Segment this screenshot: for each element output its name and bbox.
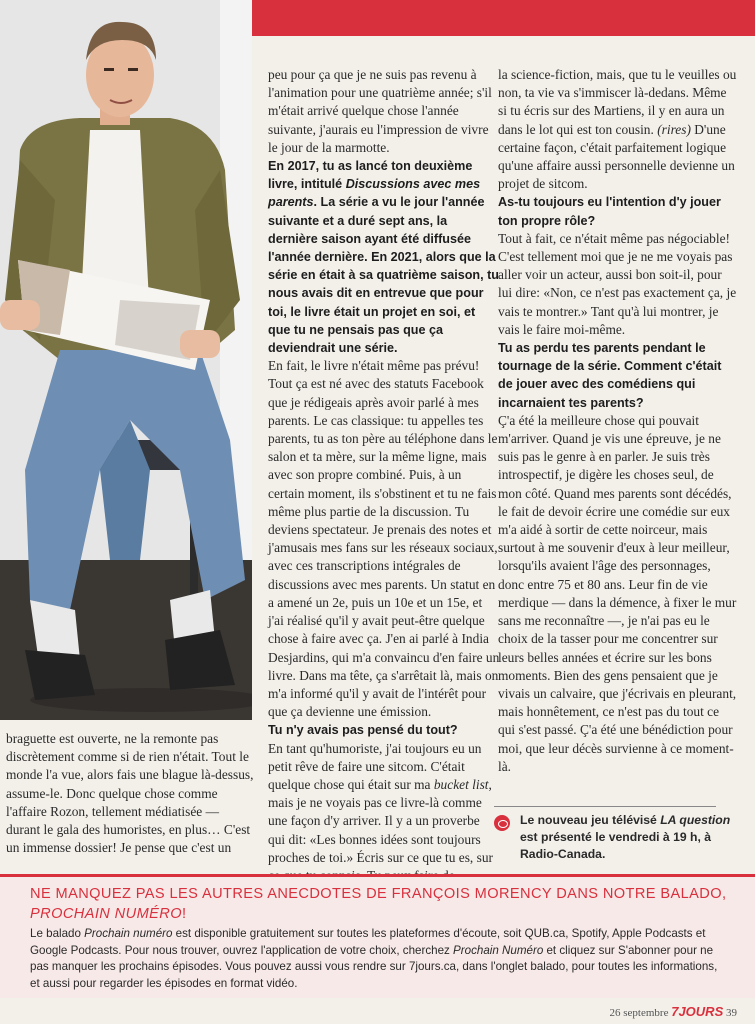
interview-question: Tu as perdu tes parents pendant le tournage de la série. Comment c'était de jouer avec des comédiens qui incarnaient tes parents? [498,341,722,410]
promo-body-text: et cliquez sur S'abonner pour ne pas manquer les prochains épisodes. Vous pouvez aussi vous rendre sur 7jours.ca, dans l'onglet balado, pour toutes les informations, et aussi pour regarder les épisodes en format vidéo. [30,943,718,990]
article-column-middle [268,66,500,885]
tv-eye-icon [494,815,510,831]
man-reading-magazine-illustration [0,0,252,720]
paragraph [268,740,500,886]
paragraph [498,66,738,193]
portrait-photo [0,0,252,720]
promo-body-text: Le balado [30,927,85,940]
paragraph: Ç'a été la meilleure chose qui pouvait m'arriver. Quand je vis une épreuve, je ne suis pas le genre à en parler. Je suis très introspectif, je digère les choses seul, de mon côté. Quand mes parents sont décédés, le fait de devoir écrire une comédie sur eux m'a aidé à sortir de cette noirceur, mais surtout à me souvenir d'eux à leur meilleur, lorsqu'ils avaient l'âge des personnages, donc entre 75 et 80 ans. Leur fin de vie merdique — dans la démence, à fixer le mur sans me reconnaître —, je n'ai pas eu le choix de la tasser pour me concentrer sur leurs belles années et écrire sur les bons moments. Bien des gens pensaient que je vivais un calvaire, que j'écrivais en pleurant, mais honnêtement, ce n'est pas du tout ce qui s'est passé. Ç'a été une bénédiction pour moi, que leur décès survienne à ce moment-là. [498,412,737,774]
page-footer [610,1004,737,1019]
promo-body [30,926,730,992]
podcast-name: PROCHAIN NUMÉRO [30,906,182,922]
paragraph-text: D'une certaine façon, c'était parfaitement logique qu'une affaire aussi personnelle devienne un projet de sitcom. [498,121,735,192]
info-divider [494,806,716,807]
question-text: En 2017, tu as lancé ton deuxième livre, intitulé [268,159,473,192]
info-text: Le nouveau jeu télévisé [520,813,661,827]
paragraph: peu pour ça que je ne suis pas revenu à l'animation pour une quatrième année; s'il m'était arrivé quelque chose l'année suivante, j'aurais eu l'impression de vivre le jour de la marmotte. [268,67,492,155]
paragraph-text: la science-fiction, mais, que tu le veuilles ou non, ta vie va s'immiscer là-dedans. Même si tu écris sur des Martiens, il y en aura un dans le lot qui est ton cousin. [498,67,737,137]
podcast-name: Prochain Numéro [453,943,544,957]
show-info-box [494,812,734,863]
emphasis-text: bucket list [433,776,489,792]
promo-title-text: ! [181,906,187,922]
paragraph: En fait, le livre n'était même pas prévu! Tout ça est né avec des statuts Facebook que je rédigeais après avoir parlé à mes parents. Le cas classique: tu appelles tes parents, tu as ton père au téléphone dans le salon et ta mère, sur la même ligne, mais avec son propre combiné. Puis, à un certain moment, ils s'obstinent et tu ne fais même plus partie de la discussion. Tu deviens spectateur. Je prenais des notes et j'amusais mes fans sur les réseaux sociaux, avec ces transcriptions intégrales de discussions avec mes parents. Un statut en a amené un 2e, puis un 10e et un 15e, et j'ai réalisé qu'il y avait peut-être quelque chose à faire avec ça. J'en ai parlé à India Desjardins, qui m'a convaincu d'en faire un livre. Dans ma tête, ça s'arrêtait là, mais on m'a informé qu'il y avait de l'intérêt pour que ça devienne une émission. [268,358,500,720]
info-text: est présenté le vendredi à 19 h, à Radio-Canada. [520,830,712,861]
interview-question: Tu n'y avais pas pensé du tout? [268,723,458,738]
paragraph: braguette est ouverte, ne la remonte pas discrètement comme si de rien n'était. Tout le monde l'a vue, alors fais une blague là-dessus, assume-le. Donc quelque chose comme l'affaire Rozon, tellement médiatisée — durant le gala des humoristes, en plus… C'est un immense dossier! Je pense que c'est un [6,731,254,856]
promo-title [30,884,730,924]
top-accent-bar [252,0,755,36]
podcast-name: Prochain numéro [84,927,173,940]
promo-body-text: est disponible gratuitement sur toutes les plateformes d'écoute, soit QUB.ca, Spotify, Apple Podcasts et Google Podcasts. Pour nous trouver, ouvrez l'application de votre choix, cherchez [30,927,706,957]
magazine-logo: 7JOURS [671,1004,724,1019]
interview-question: As-tu toujours eu l'intention d'y jouer ton propre rôle? [498,195,721,228]
issue-date: 26 septembre [609,1007,669,1019]
interview-question [268,157,500,357]
show-title: LA question [660,813,731,827]
paragraph-text: En tant qu'humoriste, j'ai toujours eu un petit rêve de faire une sitcom. C'était quelque chose qui était sur ma [268,740,482,792]
show-info-text [494,812,734,863]
promo-title-text: NE MANQUEZ PAS LES AUTRES ANECDOTES DE FRANÇOIS MORENCY DANS NOTRE BALADO, [30,886,727,902]
article-column-right [498,66,738,776]
emphasis-text: (rires) [657,121,691,137]
article-column-bottom-left [6,730,256,857]
paragraph: Tout à fait, ce n'était même pas négociable! C'est tellement moi que je ne me voyais pas aller voir un acteur, aussi bon soit-il, pour lui dire: «Non, ce n'est pas exactement ça, je vais te montrer.» Tant qu'à lui montrer, je vais le faire moi-même. [498,230,737,337]
book-title: Discussions avec mes parents [268,177,481,210]
paragraph-text: , mais je ne voyais pas ce livre-là comme une façon d'y arriver. Il y a un proverbe qui dit: «Les bonnes idées sont toujours proches de toi.» Écris sur ce que tu es, sur [268,776,493,865]
question-text: . La série a vu le jour l'année suivante et a duré sept ans, la dernière saison ayant été diffusée l'année dernière. En 2021, alors que la série en était à sa quatrième saison, tu nous avais dit en entrevue que pour toi, le livre était un projet en soi, et que tu ne pensais pas que ça deviendrait une série. [268,195,499,356]
page-number: 39 [726,1007,737,1019]
